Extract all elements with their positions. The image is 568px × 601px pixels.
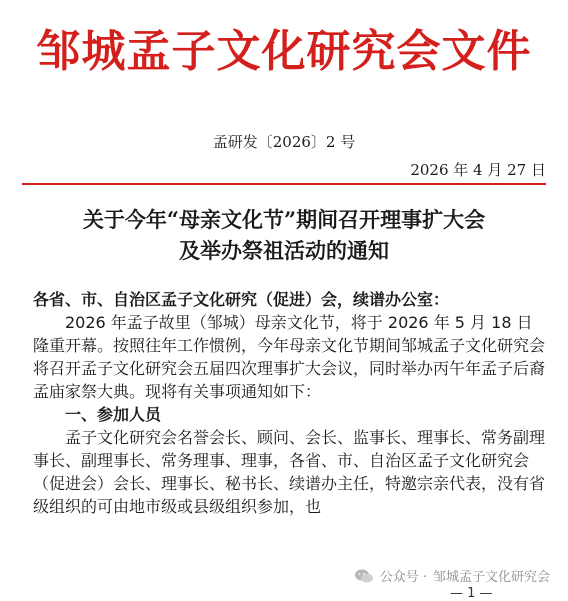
- document-header-title: 邹城孟子文化研究会文件: [36, 26, 532, 77]
- document-number: 孟研发〔2026〕2 号: [212, 133, 356, 151]
- notice-title-line-1: 关于今年“母亲文化节”期间召开理事扩大会: [82, 207, 486, 232]
- notice-title: [0, 204, 568, 266]
- page-number: — 1 —: [450, 586, 493, 601]
- salutation: 各省、市、自治区孟子文化研究（促进）会，续谱办公室：: [33, 290, 450, 309]
- watermark-account-name: 邹城孟子文化研究会: [432, 570, 550, 585]
- wechat-icon: [354, 568, 374, 584]
- notice-body: [33, 288, 545, 518]
- header-red-rule: [22, 183, 546, 185]
- watermark-prefix: 公众号 ·: [379, 570, 427, 585]
- paragraph-participants: 孟子文化研究会名誉会长、顾问、会长、监事长、理事长、常务副理事长、副理事长、常务理事、理事，各省、市、自治区孟子文化研究会（促进会）会长、理事长、秘书长、续谱办主任，特邀宗亲代表，没有省级组织的可由地市级或县级组织参加，也: [33, 428, 546, 516]
- paragraph-intro: 2026 年孟子故里（邹城）母亲文化节，将于 2026 年 5 月 18 日隆重开幕。按照往年工作惯例，今年母亲文化节期间邹城孟子文化研究会将召开孟子文化研究会五届四次理事扩大会议，同时举办丙午年孟子后裔孟庙家祭大典。现将有关事项通知如下：: [33, 313, 546, 401]
- section-heading-participants: 一、参加人员: [65, 405, 162, 424]
- wechat-watermark: [354, 566, 550, 585]
- notice-title-line-2: 及举办祭祖活动的通知: [179, 238, 389, 263]
- document-date: 2026 年 4 月 27 日: [410, 161, 546, 179]
